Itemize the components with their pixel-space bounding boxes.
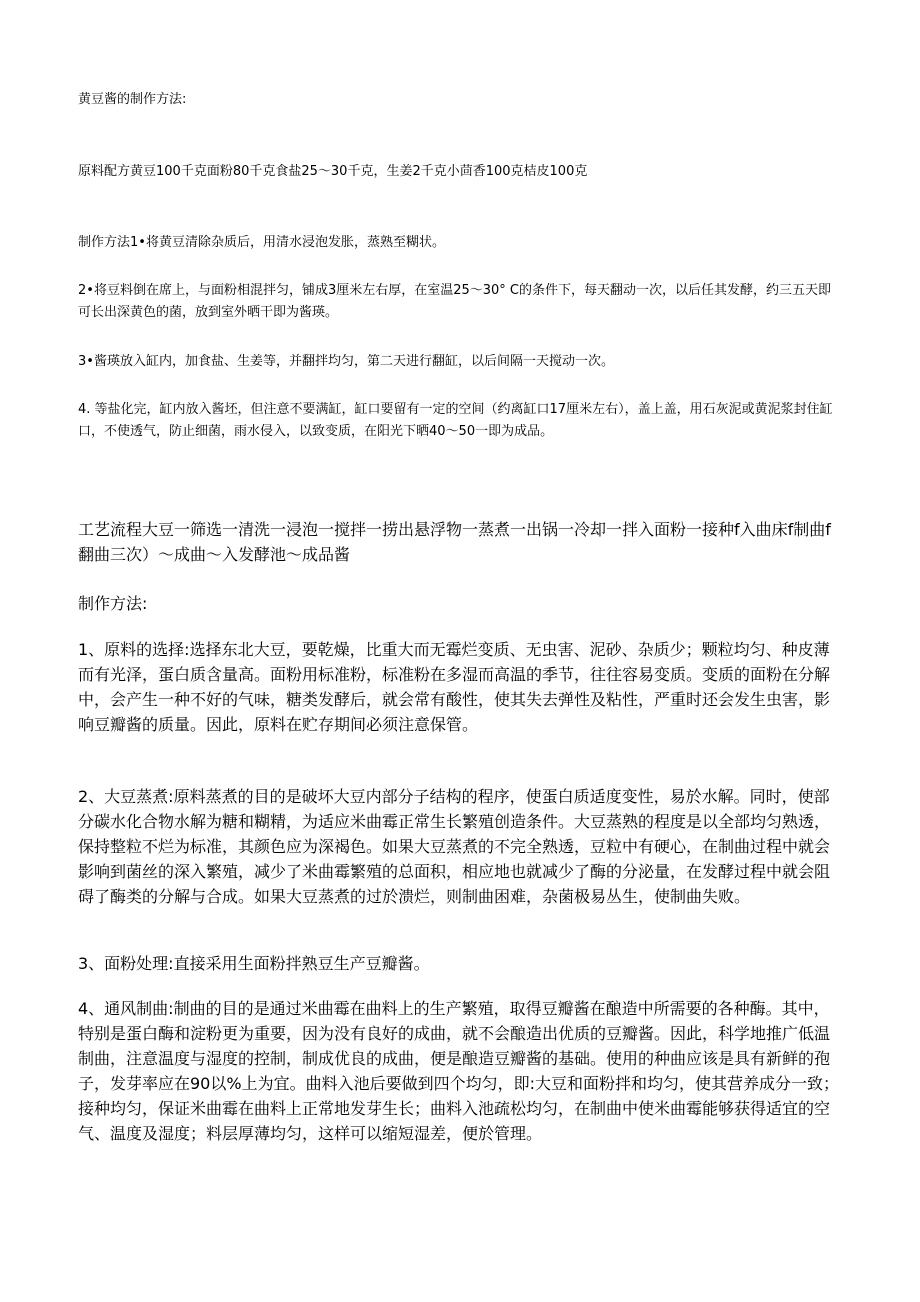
section-raw-material-selection: 1、原料的选择:选择东北大豆，要乾燥，比重大而无霉烂变质、无虫害、泥砂、杂质少；颗粒均匀、种皮薄而有光泽，蛋白质含量高。面粉用标准粉，标准粉在多湿而高温的季节，往往容易变质。变质的面粉在分解中，会产生一种不好的气味，糖类发酵后，就会常有酸性，使其失去弹性及粘性，严重时还会发生虫害，影响豆瓣酱的质量。因此，原料在贮存期间必须注意保管。 — [78, 640, 831, 734]
process-flow: 工艺流程大豆一筛选一清洗一浸泡一搅拌一捞出悬浮物一蒸煮一出锅一冷却一拌入面粉一接种f入曲床f制曲f翻曲三次）～成曲～入发酵池～成品酱 — [78, 520, 831, 564]
section-ventilation-koji-making: 4、通风制曲:制曲的目的是通过米曲霉在曲料上的生产繁殖，取得豆瓣酱在酿造中所需要的各种酶。其中，特别是蛋白酶和淀粉更为重要，因为没有良好的成曲，就不会酿造出优质的豆瓣酱。因此，科学地推广低温制曲，注意温度与湿度的控制，制成优良的成曲，便是酿造豆瓣酱的基础。使用的种曲应该是具有新鲜的孢子，发芽率应在90以%上为宜。曲料入池后要做到四个均匀，即:大豆和面粉拌和均匀，使其营养成分一致；接种均匀，保证米曲霉在曲料上正常地发芽生长；曲料入池疏松均匀，在制曲中使米曲霉能够获得适宜的空气、温度及湿度；料层厚薄均匀，这样可以缩短湿差，便於管理。 — [78, 999, 839, 1143]
method-heading: 制作方法: — [78, 594, 148, 613]
document-title: 黄豆酱的制作方法: — [78, 92, 187, 107]
section-flour-processing: 3、面粉处理:直接采用生面粉拌熟豆生产豆瓣酱。 — [78, 954, 430, 973]
method-step-2: 2•将豆料倒在席上，与面粉相混拌匀，铺成3厘米左右厚，在室温25～30° C的条件下，每天翻动一次，以后任其发酵，约三五天即可长出深黄色的菌，放到室外晒干即为酱瑛。 — [78, 283, 832, 320]
method-step-4: 4. 等盐化完，缸内放入酱坯，但注意不要满缸，缸口要留有一定的空间（约离缸口17厘米左右），盖上盖，用石灰泥或黄泥浆封住缸口，不使透气，防止细菌，雨水侵入，以致变质，在阳光下晒40～50一即为成品。 — [78, 402, 833, 439]
method-step-3: 3•酱瑛放入缸内，加食盐、生姜等，并翻拌均匀，第二天进行翻缸，以后间隔一天搅动一次。 — [78, 354, 614, 369]
method-step-1: 制作方法1•将黄豆清除杂质后，用清水浸泡发胀，蒸熟至糊状。 — [78, 235, 445, 250]
section-soybean-cooking: 2、大豆蒸煮:原料蒸煮的目的是破坏大豆内部分子结构的程序，使蛋白质适度变性，易於水解。同时，使部分碳水化合物水解为糖和糊精，为适应米曲霉正常生长繁殖创造条件。大豆蒸熟的程度是以全部均匀熟透，保持整粒不烂为标准，其颜色应为深褐色。如果大豆蒸煮的不完全熟透，豆粒中有硬心，在制曲过程中就会影响到菌丝的深入繁殖，减少了米曲霉繁殖的总面积，相应地也就减少了酶的分泌量，在发酵过程中就会阻碍了酶类的分解与合成。如果大豆蒸煮的过於溃烂，则制曲困难，杂菌极易丛生，使制曲失败。 — [78, 787, 831, 906]
recipe-paragraph: 原料配方黄豆100千克面粉80千克食盐25～30千克，生姜2千克小茴香100克桔皮100克 — [78, 164, 588, 179]
